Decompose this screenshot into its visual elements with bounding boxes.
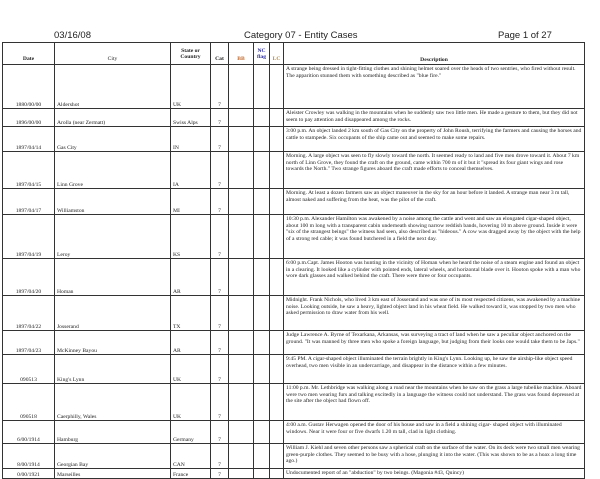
table-cell-nc-flag [254,215,270,259]
col-date-header: Date [3,43,55,65]
table-cell-city: Williamston [55,189,171,215]
table-cell-cat: 7 [211,421,229,444]
table-cell-nc-flag [254,384,270,421]
table-cell-state: France [171,469,211,479]
table-cell-bb [229,355,254,384]
table-cell-description: Morning. A large object was seen to fly slowly toward the north. It seemed ready to land and five men drove toward it. About 7 km north of Linn Grove, they found the craft on the ground, came within 700 m of it but it "spread its four giant wings and rose towards the North." Two strange figures aboard the craft made efforts to conceal themselves. [284,152,585,189]
table-cell-description: 9:45 PM. A cigar-shaped object illuminated the terrain brightly in King's Lynn. Looking up, he saw the airship-like object speed overhead, two men visible in an undercarriage, and disappear in the distance within a few minutes. [284,355,585,384]
table-row [3,109,585,127]
table-cell-state: TX [171,296,211,331]
table-row [3,152,585,189]
table-cell-date: 1897/04/15 [3,152,55,189]
table-cell-city: Georgian Bay [55,444,171,469]
table-cell-state: UK [171,384,211,421]
table-cell-city: Gas City [55,127,171,152]
table-cell-bb [229,259,254,296]
table-cell-date: 1897/04/22 [3,296,55,331]
table-cell-city: Leroy [55,215,171,259]
table-cell-description: Aleister Crowley was walking in the mountains when he suddenly saw two little men. He made a gesture to them, but they did not seem to pay attention and disappeared among the rocks. [284,109,585,127]
table-cell-cat: 7 [211,331,229,355]
col-description-header: Description [284,43,585,65]
table-cell-lc [270,65,284,109]
table-row [3,421,585,444]
table-cell-city: Marseilles [55,469,171,479]
table-row [3,259,585,296]
table-row [3,469,585,479]
header-row [3,43,585,65]
table-cell-lc [270,384,284,421]
table-cell-cat: 7 [211,127,229,152]
col-state-header: State or Country [171,43,211,65]
table-cell-cat: 7 [211,384,229,421]
table-cell-bb [229,109,254,127]
table-cell-state: UK [171,65,211,109]
table-cell-description: 3:00 p.m. An object landed 2 km south of Gas City on the property of John Roush, terrifying the farmers and causing the horses and cattle to stampede. Six occupants of the ship came out and seemed to make some repairs. [284,127,585,152]
table-cell-state: IN [171,127,211,152]
table-row [3,296,585,331]
table-cell-date: 1897/04/20 [3,259,55,296]
table-cell-bb [229,384,254,421]
table-cell-date: 090518 [3,384,55,421]
table-cell-bb [229,331,254,355]
table-cell-nc-flag [254,109,270,127]
col-lc-header: LC [270,43,284,65]
table-cell-city: Linn Grove [55,152,171,189]
table-cell-date: 090513 [3,355,55,384]
table-cell-city: McKinney Bayou [55,331,171,355]
table-cell-bb [229,189,254,215]
report-title: Category 07 - Entity Cases [244,30,358,41]
table-cell-cat: 7 [211,152,229,189]
table-cell-lc [270,189,284,215]
table-cell-lc [270,215,284,259]
table-cell-cat: 7 [211,189,229,215]
table-cell-lc [270,109,284,127]
table-cell-cat: 7 [211,296,229,331]
table-cell-date: 1897/04/14 [3,127,55,152]
table-cell-nc-flag [254,296,270,331]
table-cell-lc [270,469,284,479]
table-cell-city: Hamburg [55,421,171,444]
table-cell-lc [270,421,284,444]
table-row [3,384,585,421]
table-cell-cat: 7 [211,109,229,127]
report-date: 03/16/08 [54,30,91,41]
col-city-header: City [55,43,171,65]
table-cell-nc-flag [254,421,270,444]
table-cell-cat: 7 [211,355,229,384]
table-cell-date: 1897/04/19 [3,215,55,259]
table-cell-nc-flag [254,469,270,479]
table-cell-description: A strange being dressed in tight-fitting clothes and shining helmet soared over the heads of two sentries, who fired without result. The apparition stunned them with something described as "blue fire." [284,65,585,109]
table-cell-date: 8/00/1914 [3,444,55,469]
table-cell-description: 10:30 p.m. Alexander Hamilton was awakened by a noise among the cattle and went and saw an elongated cigar-shaped object, about 100 m long with a transparent cabin underneath showing narrow reddish bands, hovering 10 m above ground. Inside it were "six of the strangest beings" the witness had seen, also described as "hideous." A cow was dragged away by the object with the help of a strong red cable; it was found butchered in a field the next day. [284,215,585,259]
table-cell-city: Arolla (near Zermatt) [55,109,171,127]
table-cell-nc-flag [254,152,270,189]
table-cell-description: Judge Lawrence A. Byrne of Texarkana, Arkansas, was surveying a tract of land when he saw a peculiar object anchored on the ground. "It was manned by three men who spoke a foreign language, but judging from their looks one would take them to be Japs." [284,331,585,355]
table-cell-description: 4:00 a.m. Gustav Herwagen opened the door of his house and saw in a field a shining cigar- shaped object with illuminated windows. Near it were four or five dwarfs 1.20 m tall, clad in light clothing. [284,421,585,444]
table-cell-city: Aldershot [55,65,171,109]
table-cell-nc-flag [254,259,270,296]
table-cell-state: UK [171,355,211,384]
table-cell-description: 6:00 p.m.Capt. James Hooton was hunting in the vicinity of Homan when he heard the noise of a steam engine and found an object in a clearing. It looked like a cylinder with pointed ends, lateral wheels, and horizontal blade over it. Hooton spoke with a man who wore dark glasses and walked behind the craft. There were three or four occupants. [284,259,585,296]
table-cell-cat: 7 [211,444,229,469]
table-row [3,331,585,355]
table-cell-description: Morning. At least a dozen farmers saw an object maneuver in the sky for an hour before it landed. A strange man near 3 m tall, almost naked and suffering from the heat, was the pilot of the craft. [284,189,585,215]
table-cell-lc [270,296,284,331]
table-cell-state: Germany [171,421,211,444]
table-cell-state: MI [171,189,211,215]
col-cat-header: Cat [211,43,229,65]
table-cell-bb [229,65,254,109]
table-cell-nc-flag [254,65,270,109]
table-cell-nc-flag [254,331,270,355]
table-row [3,65,585,109]
table-cell-date: 1897/04/17 [3,189,55,215]
table-row [3,127,585,152]
table-cell-nc-flag [254,444,270,469]
table-cell-description: William J. Kiehl and seven other persons saw a spherical craft on the surface of the water. On its deck were two small men wearing green-purple clothes. They seemed to be busy with a hose, plunging it into the water. (This was shown to be as a hoax a long time ago.) [284,444,585,469]
table-cell-lc [270,444,284,469]
table-cell-description: Midnight. Frank Nichols, who lived 3 km east of Josserand and was one of its most respected citizens, was awakened by a machine noise. Looking outside, he saw a heavy, lighted object land in his wheat field. He walked toward it, was stopped by two men who asked permission to draw water from his well. [284,296,585,331]
table-row [3,444,585,469]
table-cell-date: 6/00/1914 [3,421,55,444]
table-cell-bb [229,469,254,479]
table-row [3,355,585,384]
table-cell-bb [229,215,254,259]
table-cell-bb [229,296,254,331]
table-cell-bb [229,152,254,189]
table-cell-date: 1896/00/00 [3,109,55,127]
table-cell-state: Swiss Alps [171,109,211,127]
table-cell-cat: 7 [211,259,229,296]
table-cell-bb [229,444,254,469]
page-number: Page 1 of 27 [498,30,552,41]
table-cell-state: IA [171,152,211,189]
table-cell-nc-flag [254,355,270,384]
table-cell-state: AR [171,331,211,355]
table-cell-state: AR [171,259,211,296]
table-cell-lc [270,127,284,152]
table-cell-city: Homan [55,259,171,296]
table-cell-state: KS [171,215,211,259]
table-cell-lc [270,259,284,296]
table-cell-description: 11:00 p.m. Mr. Lethbridge was walking along a road near the mountains when he saw on the grass a large tubelike machine. Aboard were two men wearing furs and talking excitedly in a language the witness could not understand. The grass was found depressed at the site after the object had flown off. [284,384,585,421]
table-cell-city: Josserand [55,296,171,331]
table-cell-lc [270,152,284,189]
table-row [3,189,585,215]
col-bb-header: BB [229,43,254,65]
table-cell-bb [229,421,254,444]
table-cell-state: CAN [171,444,211,469]
table-cell-lc [270,331,284,355]
table-cell-nc-flag [254,127,270,152]
table-cell-lc [270,355,284,384]
table-cell-bb [229,127,254,152]
table-row [3,215,585,259]
table-cell-date: 1897/04/23 [3,331,55,355]
col-nc-flag-header: NC flag [254,43,270,65]
table-cell-description: Undocumented report of an "abduction" by two beings. (Magonia #43, Quincy) [284,469,585,479]
entity-cases-table [2,42,585,479]
table-cell-date: 0/00/1921 [3,469,55,479]
table-cell-cat: 7 [211,469,229,479]
table-cell-city: King's Lynn [55,355,171,384]
table-cell-cat: 7 [211,215,229,259]
table-cell-date: 1880/00/00 [3,65,55,109]
table-cell-city: Caerphilly, Wales [55,384,171,421]
table-cell-cat: 7 [211,65,229,109]
table-cell-nc-flag [254,189,270,215]
